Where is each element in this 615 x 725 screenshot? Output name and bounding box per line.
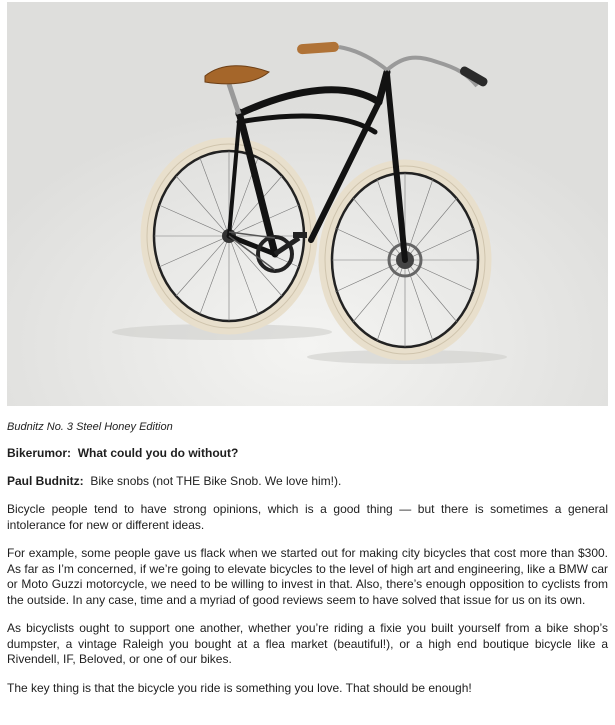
paragraph: For example, some people gave us flack when we started out for making city bicycles that cost more than $300. As far as I’m concerned, if we’re going to elevate bicycles to the level of high art and engineering, like a BMW car or Moto Guzzi motorcycle, we need to be willing to invest in that. Also, there’s enough opposition to cyclists from the outside. In any case, time and a myriad of good reviews seem to have solved that issue for us on its own.	[7, 546, 608, 607]
answer-speaker: Paul Budnitz:	[7, 473, 84, 488]
answer-text: Bike snobs (not THE Bike Snob. We love him!).	[90, 473, 342, 488]
bicycle-illustration	[7, 2, 608, 406]
paragraph: As bicyclists ought to support one another, whether you’re riding a fixie you built yourself from a bike shop’s dumpster, a vintage Raleigh you bought at a flea market (beautiful!), or a high end boutique bicycle like a Rivendell, IF, Beloved, or one of our bikes.	[7, 621, 608, 666]
interview-question	[7, 446, 608, 462]
bicycle-photo	[7, 2, 608, 406]
paragraph: Bicycle people tend to have strong opinions, which is a good thing — but there is sometimes a general intolerance for new or different ideas.	[7, 502, 608, 532]
question-text: What could you do without?	[77, 446, 239, 460]
question-speaker: Bikerumor:	[7, 446, 72, 460]
interview-answer	[7, 474, 608, 490]
figure-caption: Budnitz No. 3 Steel Honey Edition	[7, 421, 173, 433]
article	[7, 2, 608, 696]
paragraph: The key thing is that the bicycle you ride is something you love. That should be enough!	[7, 680, 472, 695]
